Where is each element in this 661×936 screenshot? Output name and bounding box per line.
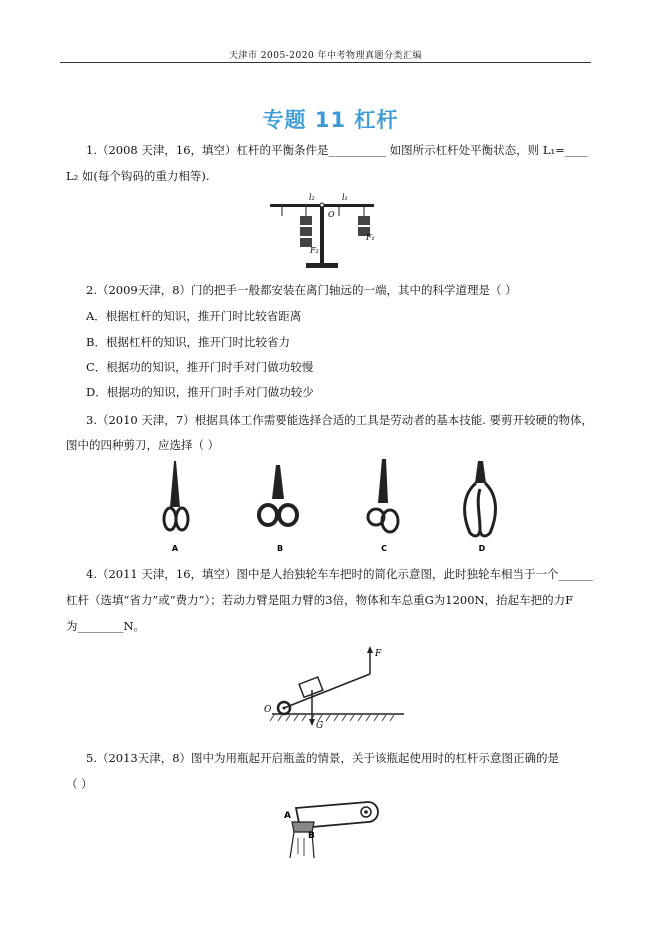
left-weights bbox=[300, 216, 312, 247]
label-g: G bbox=[316, 721, 324, 731]
q5-line2: （ ） bbox=[66, 777, 93, 791]
q4-line1: 4.（2011 天津，16，填空）图中是人抬独轮车车把时的简化示意图，此时独轮车相当于一个______ bbox=[86, 567, 594, 581]
wheelbarrow-figure bbox=[258, 642, 410, 732]
caption-d: D bbox=[478, 544, 486, 553]
lever-base bbox=[306, 263, 338, 268]
header-divider bbox=[60, 62, 591, 63]
q2-option-b: B．根据杠杆的知识，推开门时比较省力 bbox=[86, 335, 290, 349]
bottle-neck bbox=[290, 832, 294, 858]
label-f1: F₁ bbox=[366, 233, 375, 242]
label-b: B bbox=[308, 831, 315, 841]
q1-line2: L₂ 如(每个钩码的重力相等). bbox=[66, 169, 210, 183]
caption-c: C bbox=[381, 544, 387, 553]
caption-a: A bbox=[171, 544, 179, 553]
q2-option-d: D．根据功的知识，推开门时手对门做功较少 bbox=[86, 385, 314, 399]
q1-line1: 1.（2008 天津，16，填空）杠杆的平衡条件是__________ 如图所示杠杆处平衡状态，则 L₁=____ bbox=[86, 143, 588, 157]
scissors-a bbox=[164, 461, 188, 553]
q4-line3: 为________N。 bbox=[66, 619, 146, 633]
label-o: O bbox=[328, 210, 335, 219]
q3-line2: 图中的四种剪刀，应选择（ ） bbox=[66, 438, 220, 452]
label-f: F bbox=[375, 649, 382, 659]
label-o: O bbox=[264, 705, 272, 715]
page-header: 天津市 2005-2020 年中考物理真题分类汇编 bbox=[228, 51, 423, 61]
caption-b: B bbox=[276, 544, 284, 553]
lever-balance-figure bbox=[262, 190, 382, 272]
q4-line2: 杠杆（选填“省力”或“费力”）；若动力臂是阻力臂的3倍，物体和车总重G为1200N，抬起车把的力F bbox=[66, 593, 574, 607]
q2-option-a: A．根据杠杆的知识，推开门时比较省距离 bbox=[86, 309, 302, 323]
label-a: A bbox=[284, 811, 291, 821]
bottle-opener-figure bbox=[278, 798, 382, 860]
q5-line1: 5.（2013天津，8）图中为用瓶起开启瓶盖的情景，关于该瓶起使用时的杠杆示意图正确的是 bbox=[86, 751, 560, 765]
q3-line1: 3.（2010 天津，7）根据具体工作需要能选择合适的工具是劳动者的基本技能. 要剪开较硬的物体， bbox=[86, 413, 594, 427]
scissors-c bbox=[368, 459, 398, 553]
scissors-d bbox=[465, 461, 496, 553]
q2-option-c: C．根据功的知识，推开门时手对门做功较慢 bbox=[86, 360, 314, 374]
q2-stem: 2.（2009天津，8）门的把手一般都安装在离门轴远的一端，其中的科学道理是（ ） bbox=[86, 283, 517, 297]
scissors-b bbox=[259, 465, 297, 553]
page-title: 专题 11 杠杆 bbox=[262, 108, 399, 132]
scissors-figure bbox=[150, 455, 510, 555]
barrow-handle bbox=[284, 674, 370, 708]
lever-stand bbox=[320, 207, 324, 263]
label-f2: F₂ bbox=[310, 246, 319, 255]
label-l2: l₂ bbox=[309, 193, 315, 202]
label-l1: l₁ bbox=[342, 193, 348, 202]
